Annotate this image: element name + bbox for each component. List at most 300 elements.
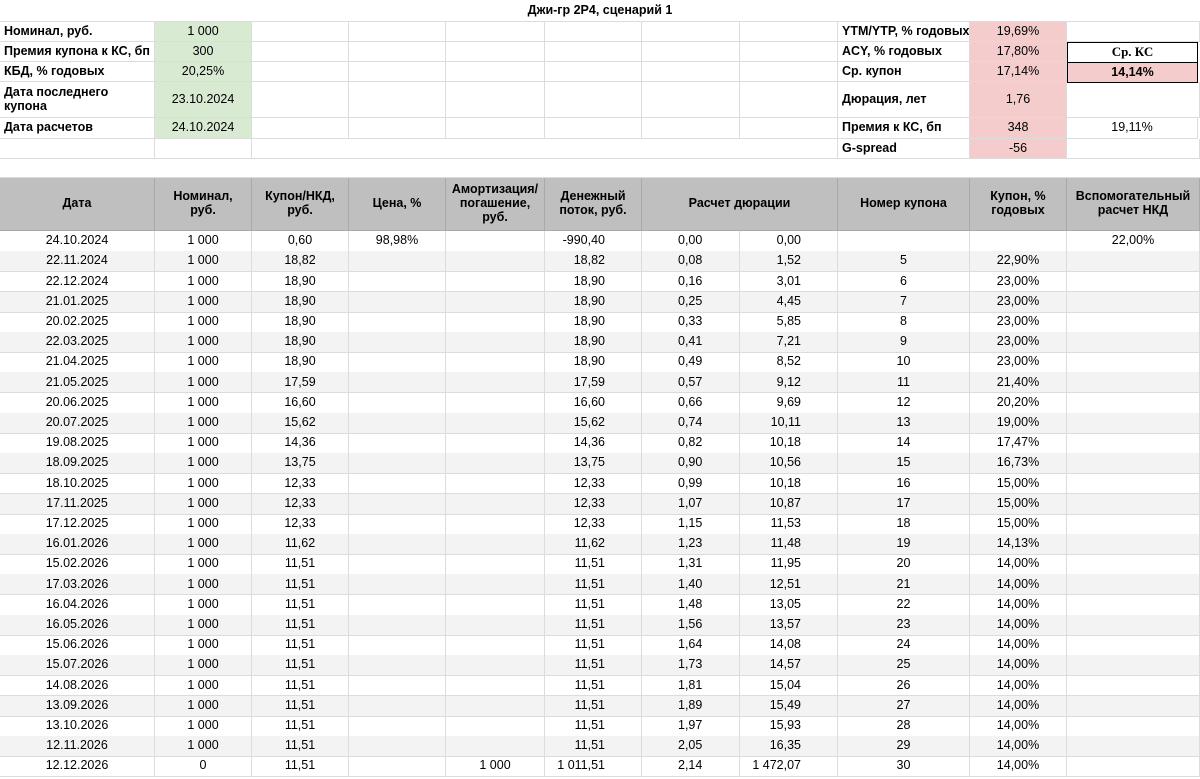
cell-amortization[interactable] bbox=[446, 534, 545, 555]
value-premium-ks[interactable]: 348 bbox=[970, 118, 1067, 139]
empty-cell[interactable] bbox=[252, 42, 349, 62]
value-acy[interactable]: 17,80% bbox=[970, 42, 1067, 62]
cell-coupon-rate[interactable]: 15,00% bbox=[970, 514, 1067, 535]
cell-duration-t[interactable]: 1,23 bbox=[642, 534, 740, 555]
empty-cell[interactable] bbox=[446, 42, 545, 62]
cell-price[interactable] bbox=[349, 251, 446, 272]
cell-price[interactable] bbox=[349, 675, 446, 696]
cell-nominal[interactable]: 1 000 bbox=[155, 736, 252, 757]
cell-cash-flow[interactable]: 17,59 bbox=[545, 372, 642, 393]
empty-cell[interactable] bbox=[740, 82, 838, 118]
empty-cell[interactable] bbox=[740, 118, 838, 139]
cell-coupon-rate[interactable]: 14,00% bbox=[970, 736, 1067, 757]
cell-price[interactable] bbox=[349, 271, 446, 292]
cell-duration-weighted[interactable]: 13,05 bbox=[740, 595, 838, 616]
cell-duration-t[interactable]: 1,31 bbox=[642, 554, 740, 575]
cell-coupon-rate[interactable]: 14,00% bbox=[970, 655, 1067, 676]
cell-price[interactable] bbox=[349, 332, 446, 353]
cell-coupon-nkd[interactable]: 11,62 bbox=[252, 534, 349, 555]
cell-nominal[interactable]: 1 000 bbox=[155, 231, 252, 252]
cell-duration-t[interactable]: 1,89 bbox=[642, 696, 740, 717]
empty-cell[interactable] bbox=[642, 62, 740, 82]
cell-nkd-helper[interactable] bbox=[1067, 413, 1200, 434]
cell-duration-t[interactable]: 0,82 bbox=[642, 433, 740, 454]
cell-duration-weighted[interactable]: 5,85 bbox=[740, 312, 838, 333]
cell-coupon-nkd[interactable]: 11,51 bbox=[252, 736, 349, 757]
cell-nkd-helper[interactable] bbox=[1067, 312, 1200, 333]
value-calc-date[interactable]: 24.10.2024 bbox=[155, 118, 252, 139]
cell-duration-weighted[interactable]: 8,52 bbox=[740, 352, 838, 373]
cell-coupon-number[interactable]: 5 bbox=[838, 251, 970, 272]
cell-coupon-nkd[interactable]: 18,90 bbox=[252, 271, 349, 292]
cell-duration-weighted[interactable]: 10,11 bbox=[740, 413, 838, 434]
cell-amortization[interactable] bbox=[446, 251, 545, 272]
empty-cell[interactable] bbox=[349, 42, 446, 62]
cell-coupon-number[interactable]: 6 bbox=[838, 271, 970, 292]
cell-nkd-helper[interactable] bbox=[1067, 574, 1200, 595]
cell-duration-weighted[interactable]: 14,08 bbox=[740, 635, 838, 656]
cell-duration-t[interactable]: 1,15 bbox=[642, 514, 740, 535]
cell-coupon-number[interactable]: 30 bbox=[838, 756, 970, 777]
label-acy[interactable]: ACY, % годовых bbox=[838, 42, 970, 62]
cell-coupon-rate[interactable] bbox=[970, 231, 1067, 252]
cell-coupon-rate[interactable]: 14,00% bbox=[970, 756, 1067, 777]
cell-coupon-rate[interactable]: 23,00% bbox=[970, 352, 1067, 373]
cell-coupon-nkd[interactable]: 0,60 bbox=[252, 231, 349, 252]
cell-cash-flow[interactable]: 18,90 bbox=[545, 292, 642, 313]
cell-price[interactable] bbox=[349, 514, 446, 535]
cell-coupon-rate[interactable]: 22,90% bbox=[970, 251, 1067, 272]
cell-coupon-number[interactable]: 28 bbox=[838, 716, 970, 737]
cell-coupon-nkd[interactable]: 11,51 bbox=[252, 554, 349, 575]
cell-amortization[interactable] bbox=[446, 433, 545, 454]
label-premium-ks[interactable]: Премия к КС, бп bbox=[838, 118, 970, 139]
cell-coupon-nkd[interactable]: 11,51 bbox=[252, 574, 349, 595]
cell-cash-flow[interactable]: 11,51 bbox=[545, 736, 642, 757]
cell-cash-flow[interactable]: 13,75 bbox=[545, 453, 642, 474]
cell-date[interactable]: 18.09.2025 bbox=[0, 453, 155, 474]
cell-date[interactable]: 22.03.2025 bbox=[0, 332, 155, 353]
col-header-price[interactable]: Цена, % bbox=[349, 178, 446, 231]
empty-cell[interactable] bbox=[252, 62, 349, 82]
empty-cell[interactable] bbox=[545, 22, 642, 42]
cell-duration-t[interactable]: 0,33 bbox=[642, 312, 740, 333]
cell-date[interactable]: 19.08.2025 bbox=[0, 433, 155, 454]
cell-date[interactable]: 24.10.2024 bbox=[0, 231, 155, 252]
cell-duration-weighted[interactable]: 7,21 bbox=[740, 332, 838, 353]
cell-nkd-helper[interactable] bbox=[1067, 292, 1200, 313]
cell-amortization[interactable] bbox=[446, 655, 545, 676]
cell-nominal[interactable]: 1 000 bbox=[155, 554, 252, 575]
cell-date[interactable]: 13.09.2026 bbox=[0, 696, 155, 717]
col-header-cash-flow[interactable]: Денежный поток, руб. bbox=[545, 178, 642, 231]
cell-duration-t[interactable]: 1,64 bbox=[642, 635, 740, 656]
cell-date[interactable]: 21.01.2025 bbox=[0, 292, 155, 313]
cell-coupon-rate[interactable]: 14,00% bbox=[970, 716, 1067, 737]
cell-nominal[interactable]: 1 000 bbox=[155, 251, 252, 272]
cell-duration-weighted[interactable]: 1,52 bbox=[740, 251, 838, 272]
empty-cell[interactable] bbox=[446, 22, 545, 42]
cell-coupon-rate[interactable]: 17,47% bbox=[970, 433, 1067, 454]
cell-coupon-number[interactable]: 29 bbox=[838, 736, 970, 757]
value-last-coupon-date[interactable]: 23.10.2024 bbox=[155, 82, 252, 118]
cell-cash-flow[interactable]: 12,33 bbox=[545, 494, 642, 515]
cell-duration-t[interactable]: 0,25 bbox=[642, 292, 740, 313]
cell-cash-flow[interactable]: 12,33 bbox=[545, 473, 642, 494]
cell-price[interactable] bbox=[349, 453, 446, 474]
cell-coupon-rate[interactable]: 14,00% bbox=[970, 615, 1067, 636]
label-avg-coupon[interactable]: Ср. купон bbox=[838, 62, 970, 82]
cell-coupon-number[interactable]: 24 bbox=[838, 635, 970, 656]
col-header-nominal[interactable]: Номинал, руб. bbox=[155, 178, 252, 231]
col-header-duration-calc[interactable]: Расчет дюрации bbox=[642, 178, 838, 231]
cell-nkd-helper[interactable] bbox=[1067, 635, 1200, 656]
cell-duration-t[interactable]: 1,97 bbox=[642, 716, 740, 737]
cell-date[interactable]: 16.04.2026 bbox=[0, 595, 155, 616]
cell-amortization[interactable] bbox=[446, 312, 545, 333]
value-nominal[interactable]: 1 000 bbox=[155, 22, 252, 42]
cell-coupon-rate[interactable]: 14,00% bbox=[970, 696, 1067, 717]
cell-duration-weighted[interactable]: 0,00 bbox=[740, 231, 838, 252]
cell-nkd-helper[interactable] bbox=[1067, 393, 1200, 414]
cell-duration-t[interactable]: 0,08 bbox=[642, 251, 740, 272]
cell-date[interactable]: 16.01.2026 bbox=[0, 534, 155, 555]
value-duration[interactable]: 1,76 bbox=[970, 82, 1067, 118]
cell-coupon-rate[interactable]: 15,00% bbox=[970, 494, 1067, 515]
cell-coupon-number[interactable]: 11 bbox=[838, 372, 970, 393]
cell-coupon-nkd[interactable]: 11,51 bbox=[252, 696, 349, 717]
cell-coupon-rate[interactable]: 23,00% bbox=[970, 292, 1067, 313]
cell-nkd-helper[interactable] bbox=[1067, 271, 1200, 292]
cell-coupon-number[interactable]: 27 bbox=[838, 696, 970, 717]
col-header-date[interactable]: Дата bbox=[0, 178, 155, 231]
cell-duration-weighted[interactable]: 13,57 bbox=[740, 615, 838, 636]
cell-nominal[interactable]: 1 000 bbox=[155, 696, 252, 717]
cell-cash-flow[interactable]: 16,60 bbox=[545, 393, 642, 414]
cell-coupon-number[interactable]: 13 bbox=[838, 413, 970, 434]
cell-coupon-number[interactable]: 15 bbox=[838, 453, 970, 474]
label-avg-key-rate[interactable]: Ср. КС bbox=[1067, 42, 1198, 63]
cell-amortization[interactable] bbox=[446, 494, 545, 515]
empty-cell[interactable] bbox=[446, 82, 545, 118]
cell-nominal[interactable]: 1 000 bbox=[155, 473, 252, 494]
cell-nominal[interactable]: 1 000 bbox=[155, 332, 252, 353]
empty-cell[interactable] bbox=[545, 42, 642, 62]
cell-coupon-rate[interactable]: 14,00% bbox=[970, 595, 1067, 616]
cell-coupon-rate[interactable]: 14,00% bbox=[970, 675, 1067, 696]
cell-duration-t[interactable]: 0,74 bbox=[642, 413, 740, 434]
cell-nkd-helper[interactable] bbox=[1067, 615, 1200, 636]
cell-date[interactable]: 17.03.2026 bbox=[0, 574, 155, 595]
cell-duration-t[interactable]: 0,00 bbox=[642, 231, 740, 252]
cell-coupon-nkd[interactable]: 11,51 bbox=[252, 655, 349, 676]
cell-duration-weighted[interactable]: 12,51 bbox=[740, 574, 838, 595]
cell-coupon-rate[interactable]: 15,00% bbox=[970, 473, 1067, 494]
cell-nominal[interactable]: 1 000 bbox=[155, 534, 252, 555]
cell-nkd-helper[interactable] bbox=[1067, 494, 1200, 515]
empty-cell[interactable] bbox=[740, 42, 838, 62]
value-avg-coupon[interactable]: 17,14% bbox=[970, 62, 1067, 82]
cell-coupon-rate[interactable]: 14,00% bbox=[970, 554, 1067, 575]
cell-duration-t[interactable]: 0,16 bbox=[642, 271, 740, 292]
cell-nominal[interactable]: 1 000 bbox=[155, 595, 252, 616]
empty-cell[interactable] bbox=[349, 22, 446, 42]
cell-duration-t[interactable]: 2,14 bbox=[642, 756, 740, 777]
cell-duration-t[interactable]: 1,48 bbox=[642, 595, 740, 616]
cell-coupon-nkd[interactable]: 11,51 bbox=[252, 675, 349, 696]
label-last-coupon-date[interactable]: Дата последнего купона bbox=[0, 82, 155, 118]
cell-date[interactable]: 21.05.2025 bbox=[0, 372, 155, 393]
cell-price[interactable] bbox=[349, 736, 446, 757]
cell-duration-t[interactable]: 0,90 bbox=[642, 453, 740, 474]
cell-nkd-helper[interactable] bbox=[1067, 332, 1200, 353]
cell-nkd-helper[interactable] bbox=[1067, 595, 1200, 616]
cell-coupon-number[interactable]: 26 bbox=[838, 675, 970, 696]
cell-coupon-rate[interactable]: 23,00% bbox=[970, 312, 1067, 333]
cell-coupon-rate[interactable]: 23,00% bbox=[970, 271, 1067, 292]
cell-amortization[interactable] bbox=[446, 514, 545, 535]
cell-price[interactable] bbox=[349, 534, 446, 555]
cell-duration-weighted[interactable]: 3,01 bbox=[740, 271, 838, 292]
cell-duration-weighted[interactable]: 11,53 bbox=[740, 514, 838, 535]
cell-nkd-helper[interactable] bbox=[1067, 473, 1200, 494]
cell-coupon-number[interactable]: 17 bbox=[838, 494, 970, 515]
cell-duration-weighted[interactable]: 10,18 bbox=[740, 473, 838, 494]
cell-amortization[interactable] bbox=[446, 736, 545, 757]
cell-cash-flow[interactable]: -990,40 bbox=[545, 231, 642, 252]
cell-amortization[interactable] bbox=[446, 615, 545, 636]
cell-nominal[interactable]: 1 000 bbox=[155, 494, 252, 515]
empty-cell[interactable] bbox=[349, 82, 446, 118]
cell-coupon-rate[interactable]: 21,40% bbox=[970, 372, 1067, 393]
cell-amortization[interactable] bbox=[446, 595, 545, 616]
cell-coupon-number[interactable]: 7 bbox=[838, 292, 970, 313]
cell-duration-weighted[interactable]: 9,12 bbox=[740, 372, 838, 393]
cell-amortization[interactable] bbox=[446, 332, 545, 353]
cell-duration-t[interactable]: 0,41 bbox=[642, 332, 740, 353]
cell-coupon-number[interactable]: 16 bbox=[838, 473, 970, 494]
empty-cell[interactable] bbox=[1067, 139, 1200, 159]
cell-nominal[interactable]: 1 000 bbox=[155, 635, 252, 656]
cell-nkd-helper[interactable] bbox=[1067, 534, 1200, 555]
cell-duration-t[interactable]: 1,56 bbox=[642, 615, 740, 636]
cell-amortization[interactable] bbox=[446, 372, 545, 393]
cell-coupon-number[interactable]: 9 bbox=[838, 332, 970, 353]
cell-coupon-rate[interactable]: 20,20% bbox=[970, 393, 1067, 414]
cell-duration-weighted[interactable]: 10,56 bbox=[740, 453, 838, 474]
cell-price[interactable] bbox=[349, 635, 446, 656]
cell-duration-t[interactable]: 1,73 bbox=[642, 655, 740, 676]
col-header-coupon-number[interactable]: Номер купона bbox=[838, 178, 970, 231]
cell-duration-t[interactable]: 1,40 bbox=[642, 574, 740, 595]
col-header-coupon-nkd[interactable]: Купон/НКД, руб. bbox=[252, 178, 349, 231]
cell-coupon-nkd[interactable]: 14,36 bbox=[252, 433, 349, 454]
cell-cash-flow[interactable]: 11,51 bbox=[545, 595, 642, 616]
cell-date[interactable]: 21.04.2025 bbox=[0, 352, 155, 373]
value-kbd[interactable]: 20,25% bbox=[155, 62, 252, 82]
cell-coupon-nkd[interactable]: 15,62 bbox=[252, 413, 349, 434]
cell-coupon-number[interactable]: 25 bbox=[838, 655, 970, 676]
cell-nominal[interactable]: 1 000 bbox=[155, 413, 252, 434]
cell-cash-flow[interactable]: 11,51 bbox=[545, 696, 642, 717]
cell-nominal[interactable]: 1 000 bbox=[155, 675, 252, 696]
cell-date[interactable]: 12.11.2026 bbox=[0, 736, 155, 757]
cell-duration-weighted[interactable]: 11,48 bbox=[740, 534, 838, 555]
cell-date[interactable]: 22.12.2024 bbox=[0, 271, 155, 292]
cell-price[interactable] bbox=[349, 696, 446, 717]
cell-duration-weighted[interactable]: 4,45 bbox=[740, 292, 838, 313]
cell-cash-flow[interactable]: 18,90 bbox=[545, 312, 642, 333]
cell-date[interactable]: 17.11.2025 bbox=[0, 494, 155, 515]
value-ytm[interactable]: 19,69% bbox=[970, 22, 1067, 42]
cell-coupon-rate[interactable]: 14,00% bbox=[970, 635, 1067, 656]
empty-cell[interactable] bbox=[349, 62, 446, 82]
cell-cash-flow[interactable]: 18,90 bbox=[545, 332, 642, 353]
label-coupon-premium[interactable]: Премия купона к КС, бп bbox=[0, 42, 155, 62]
cell-amortization[interactable] bbox=[446, 413, 545, 434]
cell-amortization[interactable] bbox=[446, 453, 545, 474]
empty-cell[interactable] bbox=[155, 139, 252, 159]
cell-date[interactable]: 20.07.2025 bbox=[0, 413, 155, 434]
cell-cash-flow[interactable]: 14,36 bbox=[545, 433, 642, 454]
cell-nominal[interactable]: 0 bbox=[155, 756, 252, 777]
cell-date[interactable]: 20.06.2025 bbox=[0, 393, 155, 414]
cell-nominal[interactable]: 1 000 bbox=[155, 433, 252, 454]
cell-coupon-nkd[interactable]: 16,60 bbox=[252, 393, 349, 414]
cell-coupon-nkd[interactable]: 18,82 bbox=[252, 251, 349, 272]
cell-price[interactable] bbox=[349, 352, 446, 373]
cell-price[interactable]: 98,98% bbox=[349, 231, 446, 252]
cell-price[interactable] bbox=[349, 473, 446, 494]
cell-amortization[interactable] bbox=[446, 675, 545, 696]
empty-cell[interactable] bbox=[1067, 22, 1200, 42]
cell-cash-flow[interactable]: 12,33 bbox=[545, 514, 642, 535]
cell-nkd-helper[interactable] bbox=[1067, 696, 1200, 717]
cell-amortization[interactable] bbox=[446, 231, 545, 252]
cell-nkd-helper[interactable] bbox=[1067, 251, 1200, 272]
cell-duration-t[interactable]: 0,66 bbox=[642, 393, 740, 414]
cell-coupon-nkd[interactable]: 18,90 bbox=[252, 352, 349, 373]
cell-duration-weighted[interactable]: 14,57 bbox=[740, 655, 838, 676]
cell-nominal[interactable]: 1 000 bbox=[155, 615, 252, 636]
empty-cell[interactable] bbox=[545, 118, 642, 139]
cell-nominal[interactable]: 1 000 bbox=[155, 393, 252, 414]
cell-nkd-helper[interactable] bbox=[1067, 675, 1200, 696]
cell-price[interactable] bbox=[349, 393, 446, 414]
cell-cash-flow[interactable]: 18,90 bbox=[545, 271, 642, 292]
cell-duration-weighted[interactable]: 15,04 bbox=[740, 675, 838, 696]
cell-nominal[interactable]: 1 000 bbox=[155, 453, 252, 474]
cell-cash-flow[interactable]: 18,82 bbox=[545, 251, 642, 272]
cell-price[interactable] bbox=[349, 756, 446, 777]
cell-nkd-helper[interactable] bbox=[1067, 453, 1200, 474]
cell-date[interactable]: 12.12.2026 bbox=[0, 756, 155, 777]
cell-nkd-helper[interactable] bbox=[1067, 736, 1200, 757]
empty-cell[interactable] bbox=[642, 42, 740, 62]
cell-cash-flow[interactable]: 18,90 bbox=[545, 352, 642, 373]
empty-cell[interactable] bbox=[642, 118, 740, 139]
empty-cell[interactable] bbox=[740, 62, 838, 82]
cell-duration-weighted[interactable]: 10,18 bbox=[740, 433, 838, 454]
value-coupon-premium[interactable]: 300 bbox=[155, 42, 252, 62]
col-header-amortization[interactable]: Амортизация/ погашение, руб. bbox=[446, 178, 545, 231]
cell-amortization[interactable] bbox=[446, 696, 545, 717]
empty-cell[interactable] bbox=[252, 22, 349, 42]
cell-amortization[interactable]: 1 000 bbox=[446, 756, 545, 777]
cell-coupon-nkd[interactable]: 18,90 bbox=[252, 292, 349, 313]
cell-coupon-number[interactable]: 14 bbox=[838, 433, 970, 454]
cell-price[interactable] bbox=[349, 716, 446, 737]
value-avg-key-rate[interactable]: 14,14% bbox=[1067, 62, 1198, 83]
value-extra-percent[interactable]: 19,11% bbox=[1067, 118, 1198, 139]
cell-duration-t[interactable]: 0,57 bbox=[642, 372, 740, 393]
cell-nominal[interactable]: 1 000 bbox=[155, 312, 252, 333]
cell-coupon-number[interactable] bbox=[838, 231, 970, 252]
cell-date[interactable]: 13.10.2026 bbox=[0, 716, 155, 737]
cell-coupon-nkd[interactable]: 18,90 bbox=[252, 312, 349, 333]
cell-price[interactable] bbox=[349, 615, 446, 636]
cell-nkd-helper[interactable] bbox=[1067, 554, 1200, 575]
cell-date[interactable]: 22.11.2024 bbox=[0, 251, 155, 272]
cell-coupon-rate[interactable]: 16,73% bbox=[970, 453, 1067, 474]
cell-amortization[interactable] bbox=[446, 716, 545, 737]
cell-nkd-helper[interactable] bbox=[1067, 655, 1200, 676]
cell-duration-weighted[interactable]: 11,95 bbox=[740, 554, 838, 575]
cell-nominal[interactable]: 1 000 bbox=[155, 716, 252, 737]
cell-coupon-nkd[interactable]: 11,51 bbox=[252, 716, 349, 737]
cell-cash-flow[interactable]: 11,51 bbox=[545, 635, 642, 656]
cell-cash-flow[interactable]: 1 011,51 bbox=[545, 756, 642, 777]
cell-amortization[interactable] bbox=[446, 352, 545, 373]
col-header-nkd-helper[interactable]: Вспомогательный расчет НКД bbox=[1067, 178, 1200, 231]
label-g-spread[interactable]: G-spread bbox=[838, 139, 970, 159]
cell-coupon-rate[interactable]: 14,13% bbox=[970, 534, 1067, 555]
cell-price[interactable] bbox=[349, 655, 446, 676]
cell-date[interactable]: 14.08.2026 bbox=[0, 675, 155, 696]
cell-coupon-nkd[interactable]: 12,33 bbox=[252, 514, 349, 535]
cell-nominal[interactable]: 1 000 bbox=[155, 574, 252, 595]
cell-price[interactable] bbox=[349, 595, 446, 616]
empty-row[interactable] bbox=[0, 159, 1200, 178]
label-kbd[interactable]: КБД, % годовых bbox=[0, 62, 155, 82]
cell-coupon-nkd[interactable]: 17,59 bbox=[252, 372, 349, 393]
cell-amortization[interactable] bbox=[446, 393, 545, 414]
cell-duration-t[interactable]: 2,05 bbox=[642, 736, 740, 757]
cell-coupon-nkd[interactable]: 12,33 bbox=[252, 494, 349, 515]
cell-coupon-number[interactable]: 20 bbox=[838, 554, 970, 575]
cell-duration-weighted[interactable]: 9,69 bbox=[740, 393, 838, 414]
cell-nkd-helper[interactable] bbox=[1067, 716, 1200, 737]
cell-nominal[interactable]: 1 000 bbox=[155, 271, 252, 292]
cell-cash-flow[interactable]: 11,51 bbox=[545, 716, 642, 737]
col-header-coupon-rate[interactable]: Купон, % годовых bbox=[970, 178, 1067, 231]
empty-cell[interactable] bbox=[545, 62, 642, 82]
cell-cash-flow[interactable]: 11,51 bbox=[545, 554, 642, 575]
cell-coupon-number[interactable]: 23 bbox=[838, 615, 970, 636]
cell-price[interactable] bbox=[349, 292, 446, 313]
cell-coupon-number[interactable]: 12 bbox=[838, 393, 970, 414]
cell-nkd-helper[interactable] bbox=[1067, 756, 1200, 777]
cell-nkd-helper[interactable] bbox=[1067, 433, 1200, 454]
cell-coupon-number[interactable]: 18 bbox=[838, 514, 970, 535]
cell-price[interactable] bbox=[349, 312, 446, 333]
cell-coupon-number[interactable]: 10 bbox=[838, 352, 970, 373]
cell-duration-t[interactable]: 0,49 bbox=[642, 352, 740, 373]
cell-coupon-rate[interactable]: 14,00% bbox=[970, 574, 1067, 595]
empty-cell[interactable] bbox=[642, 82, 740, 118]
cell-coupon-nkd[interactable]: 18,90 bbox=[252, 332, 349, 353]
empty-cell[interactable] bbox=[642, 22, 740, 42]
